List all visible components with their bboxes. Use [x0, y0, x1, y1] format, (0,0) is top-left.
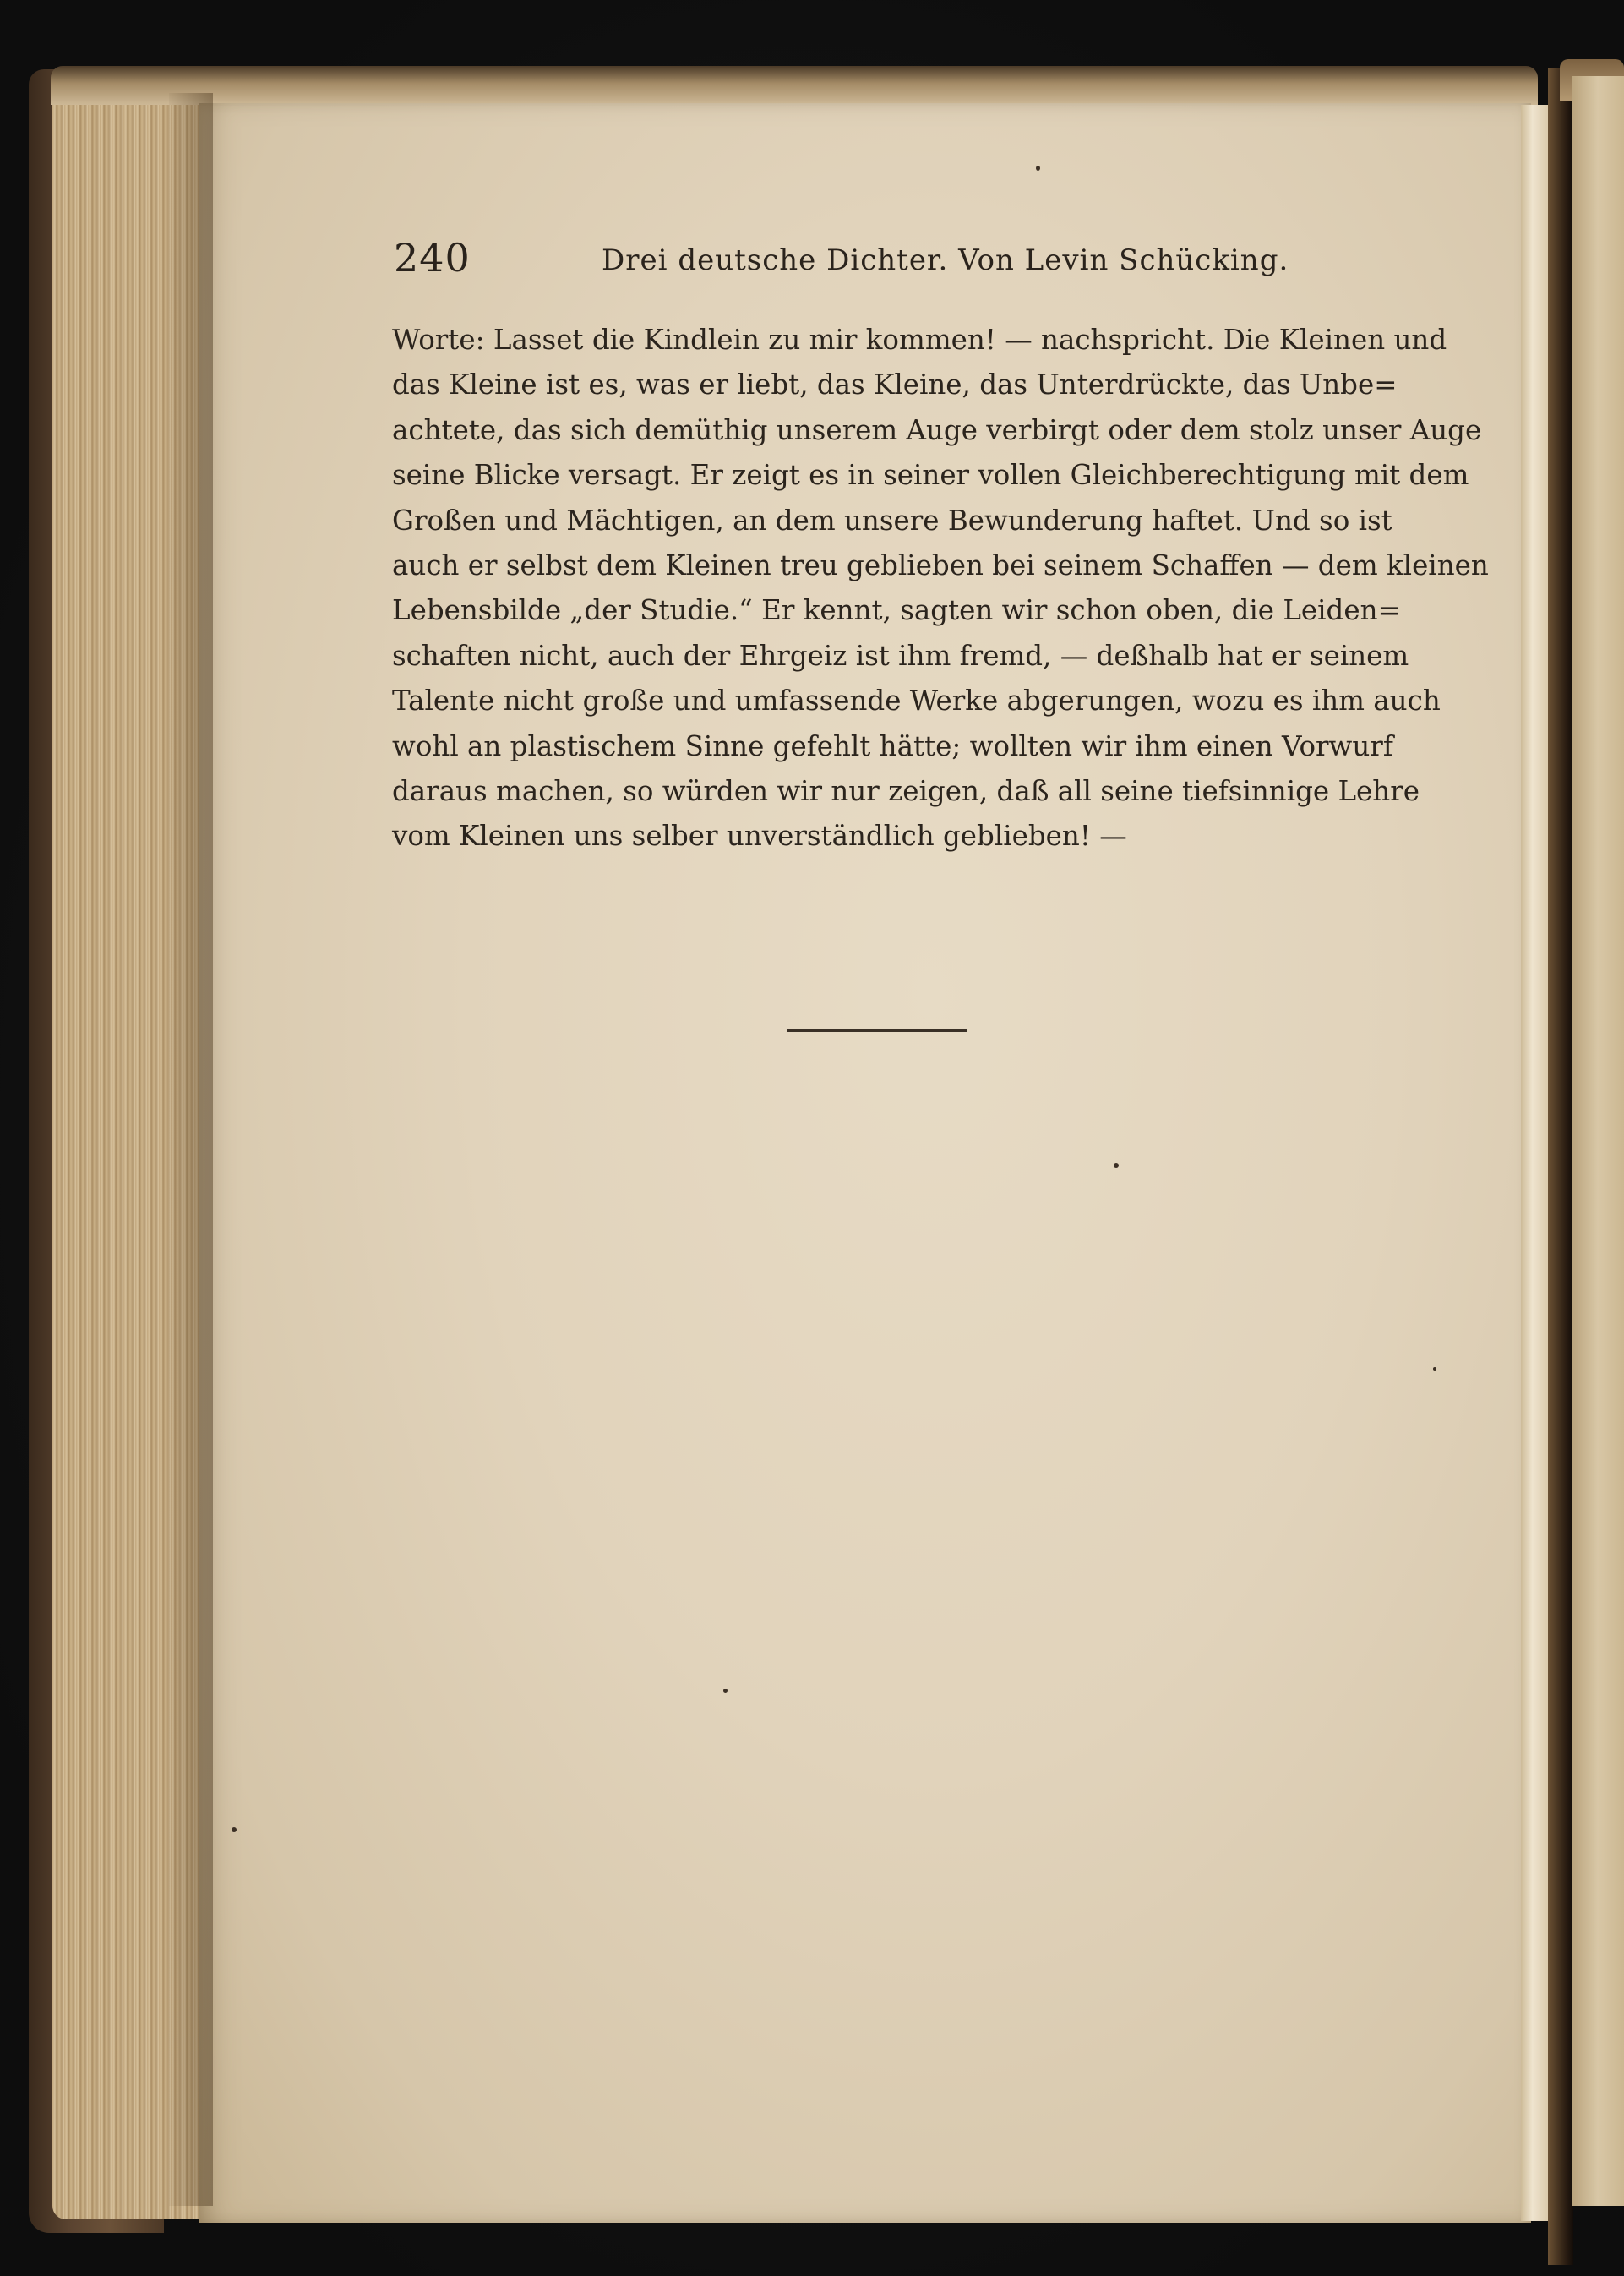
text-line: achtete, das sich demüthig unserem Auge verbirgt oder dem stolz unser Auge	[392, 413, 1482, 446]
text-line: Worte: Lasset die Kindlein zu mir kommen! — nachspricht. Die Kleinen und	[392, 324, 1447, 356]
text-line: schaften nicht, auch der Ehrgeiz ist ihm fremd, — deßhalb hat er seinem	[392, 639, 1409, 672]
page-header	[394, 235, 1289, 286]
paper-speck	[723, 1689, 728, 1693]
text-line: Talente nicht große und umfassende Werke abgerungen, wozu es ihm auch	[392, 685, 1441, 718]
book-top-edge	[51, 66, 1538, 105]
section-end-rule	[787, 1029, 967, 1032]
text-line: vom Kleinen uns selber unverständlich geblieben! —	[392, 820, 1127, 853]
text-line: daraus machen, so würden wir nur zeigen, daß all seine tiefsinnige Lehre	[392, 774, 1420, 807]
paper-speck	[1114, 1163, 1119, 1168]
text-line: wohl an plastischem Sinne gefehlt hätte; wollten wir ihm einen Vorwurf	[392, 729, 1393, 762]
paper-speck	[1036, 166, 1040, 171]
paper-speck	[1433, 1367, 1436, 1371]
text-line: seine Blicke versagt. Er zeigt es in seiner vollen Gleichberechtigung mit dem	[392, 459, 1469, 492]
body-paragraph	[392, 318, 1489, 860]
text-line: auch er selbst dem Kleinen treu geblieben bei seinem Schaffen — dem kleinen	[392, 549, 1489, 581]
book-gutter	[1548, 68, 1573, 2265]
text-line: das Kleine ist es, was er liebt, das Kleine, das Unterdrückte, das Unbe=	[392, 368, 1398, 401]
gutter-shadow	[169, 93, 213, 2206]
facing-page-edge	[1572, 76, 1624, 2206]
text-line: Lebensbilde „der Studie.“ Er kennt, sagten wir schon oben, die Leiden=	[392, 594, 1401, 627]
running-title: Drei deutsche Dichter. Von Levin Schücking.	[602, 243, 1289, 277]
page-number: 240	[394, 235, 471, 281]
paper-speck	[232, 1827, 237, 1832]
page-right-edge	[1521, 105, 1550, 2221]
text-line: Großen und Mächtigen, an dem unsere Bewunderung haftet. Und so ist	[392, 504, 1392, 537]
